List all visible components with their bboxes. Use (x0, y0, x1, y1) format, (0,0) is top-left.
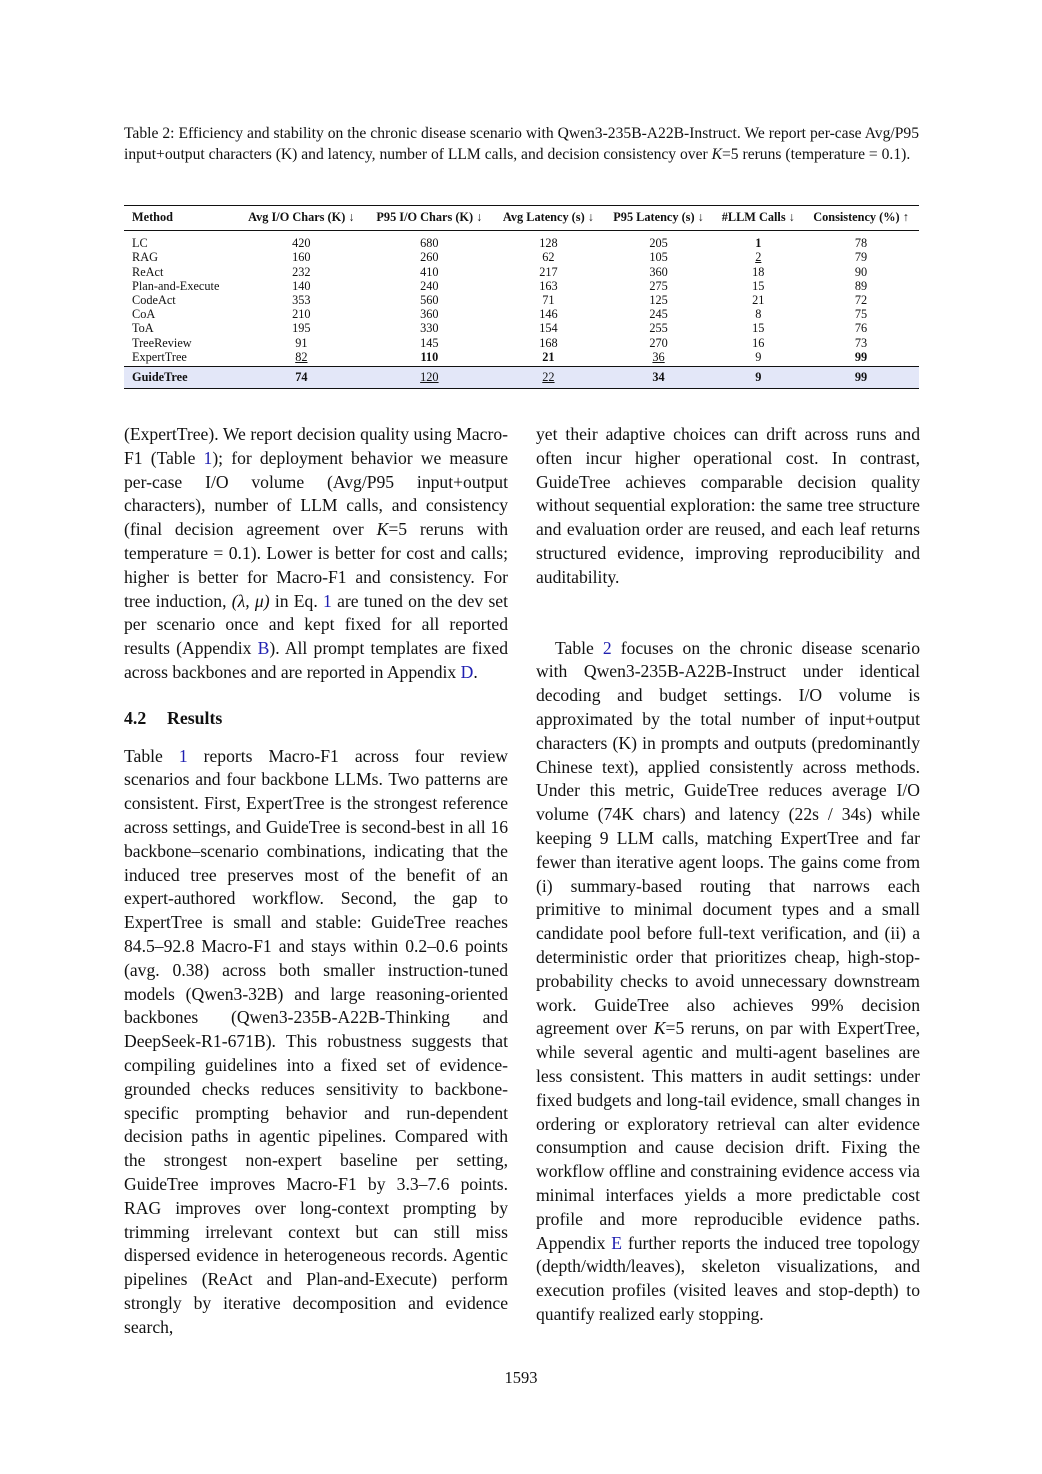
text-run: =5 reruns with temperature = 0.1). Lower is better for cost and calls; higher is better for Macro-F1 and consistency. For tree induction, (124, 519, 508, 611)
text-run: . (473, 661, 478, 682)
cell: 78 (854, 236, 868, 251)
paragraph-setup (124, 423, 508, 685)
cell-method: ToA (132, 321, 154, 336)
underlined-value: 2 (755, 250, 762, 265)
cell: 105 (649, 250, 668, 265)
cell: 71 (542, 293, 555, 308)
cell-method: CoA (132, 307, 156, 322)
cell: 680 (420, 236, 439, 251)
cell-method: Plan-and-Execute (132, 278, 220, 293)
table-row (124, 250, 919, 264)
cell: 353 (292, 293, 311, 308)
cell-best: 110 (420, 349, 439, 364)
cell: 72 (854, 293, 868, 308)
cell: 168 (539, 335, 558, 350)
table-row-guidetree (124, 367, 919, 389)
cell-second (493, 367, 603, 389)
cell: 195 (292, 321, 311, 336)
cell-second (713, 250, 803, 264)
paragraph-continued: yet their adaptive choices can drift across runs and often incur higher operational cost. In contrast, GuideTree achieves comparable decision quality without sequential exploration: the same tree structure and evaluation order are reused, and each leaf returns structured evidence, improving reproducibility and auditability. (536, 424, 920, 587)
cell-method: LC (132, 236, 148, 251)
cell: 360 (649, 264, 668, 279)
cell: 240 (420, 278, 439, 293)
cell: 128 (539, 236, 558, 251)
table-row (124, 321, 919, 335)
table-ref-link[interactable]: 2 (602, 637, 612, 658)
cell-best: 34 (652, 370, 665, 385)
cell: 163 (539, 278, 558, 293)
efficiency-table (124, 205, 919, 389)
table-caption (124, 123, 919, 165)
table-ref-link[interactable]: 1 (178, 745, 188, 766)
underlined-value: 82 (295, 349, 308, 364)
math-k: K (376, 519, 389, 540)
section-number: 4.2 (124, 707, 147, 728)
cell: 270 (649, 335, 668, 350)
cell: 154 (539, 321, 558, 336)
cell: 217 (539, 264, 558, 279)
header-avg-io: Avg I/O Chars (K) ↓ (248, 210, 355, 224)
caption-temperature: 0.1 (881, 146, 902, 163)
cell: 9 (755, 349, 762, 364)
table-row (124, 307, 919, 321)
cell: 330 (420, 321, 439, 336)
left-column (124, 423, 508, 1339)
math-lambda-mu: (λ, μ) (231, 590, 270, 611)
header-method: Method (132, 210, 173, 224)
cell-best: 21 (542, 349, 555, 364)
appendix-ref-link[interactable]: B (257, 638, 270, 659)
text-run: ). All prompt templates are fixed across backbones and are reported in Appendix (124, 638, 508, 682)
cell: 15 (752, 321, 765, 336)
text-run: Table (555, 637, 603, 658)
caption-text: Table 2: Efficiency and stability on the chronic disease scenario with Qwen3-235B-A22B-Instruct. We report per-case Avg/P95 input+output characters (K) and latency, number of LLM calls, and decision consistency over (124, 125, 919, 163)
text-run: (ExpertTree). We report decision quality using Macro-F1 (Table (124, 424, 508, 468)
cell-best: 99 (854, 349, 868, 364)
text-run: ); for deployment behavior we measure per-case I/O volume (Avg/P95 input+output characters), number of LLM calls, and consistency (final decision agreement over (124, 447, 508, 540)
cell: 91 (295, 335, 308, 350)
appendix-ref-link[interactable]: D (460, 661, 474, 682)
cell: 232 (292, 264, 311, 279)
cell: 75 (854, 307, 868, 322)
cell: 79 (854, 250, 868, 265)
table-row (124, 265, 919, 279)
cell-method: TreeReview (132, 335, 192, 350)
section-title: Results (167, 707, 223, 728)
table-row (124, 231, 919, 251)
caption-k: K (711, 146, 723, 163)
cell: 9 (755, 370, 762, 385)
table-row (124, 350, 919, 367)
cell: 210 (292, 307, 311, 322)
cell: 560 (420, 293, 439, 308)
cell: 360 (420, 307, 439, 322)
underlined-value: 36 (652, 349, 665, 364)
paragraph-results (124, 745, 508, 1340)
cell: 89 (854, 278, 868, 293)
header-llm-calls: #LLM Calls ↓ (721, 210, 795, 224)
underlined-value: 22 (542, 370, 555, 385)
cell-best: 99 (854, 370, 868, 385)
cell: 62 (542, 250, 555, 265)
underlined-value: 120 (420, 370, 439, 385)
cell-method: RAG (132, 250, 158, 265)
cell: 420 (292, 236, 311, 251)
cell-second (237, 350, 365, 367)
text-run: further reports the induced tree topology (depth/width/leaves), skeleton visualizations, and execution profiles (visited leaves and stop-depth) to quantify realized early stopping. (536, 1232, 920, 1324)
cell: 18 (752, 264, 765, 279)
text-run: Table (124, 745, 179, 766)
table-row (124, 279, 919, 293)
cell: 145 (420, 335, 439, 350)
cell: 146 (539, 307, 558, 322)
cell: 255 (649, 321, 668, 336)
cell-method: ExpertTree (132, 349, 187, 364)
cell: 15 (752, 278, 765, 293)
cell: 410 (420, 264, 439, 279)
text-run: in Eq. (269, 590, 324, 611)
paragraph-efficiency (536, 637, 920, 1327)
cell-second (604, 350, 714, 367)
text-run: =5 reruns, on par with ExpertTree, while several agentic and multi-agent baselines are less consistent. This matters in audit settings: under fixed budgets and long-tail evidence, small changes in ordering or exploratory retrieval can alter evidence consumption and cause decision drift. Fixing the workflow offline and constraining evidence access via minimal interfaces yields a more predictable cost profile and more reproducible evidence paths. Appendix (536, 1018, 920, 1253)
header-avg-latency: Avg Latency (s) ↓ (502, 210, 594, 224)
math-k: K (653, 1018, 666, 1039)
table-row (124, 293, 919, 307)
cell: 21 (752, 293, 765, 308)
cell: 205 (649, 236, 668, 251)
section-heading (124, 707, 508, 731)
cell: 76 (854, 321, 868, 336)
caption-text-mid: =5 reruns (temperature = (722, 146, 882, 163)
cell-best: 1 (755, 236, 762, 251)
table-row (124, 336, 919, 350)
cell-second (365, 367, 493, 389)
table-ref-link[interactable]: 1 (203, 447, 213, 468)
cell: 16 (752, 335, 765, 350)
cell-method: ReAct (132, 264, 164, 279)
equation-ref-link[interactable]: 1 (323, 590, 332, 611)
header-p95-latency: P95 Latency (s) ↓ (613, 210, 704, 224)
text-run: reports Macro-F1 across four review scenarios and four backbone LLMs. Two patterns are consistent. First, ExpertTree is the strongest reference across settings, and GuideTree is second-best in all 16 backbone–scenario combinations, indicating that the induced tree preserves most of the benefit of an expert-authored workflow. Second, the gap to ExpertTree is small and stable: GuideTree reaches 84.5–92.8 Macro-F1 and stays within 0.2–0.6 points (avg. 0.38) across both smaller instruction-tuned models (Qwen3-32B) and large reasoning-oriented backbones (Qwen3-235B-A22B-Thinking and DeepSeek-R1-671B). This robustness suggests that compiling guidelines into a fixed set of evidence-grounded checks reduces sensitivity to backbone-specific prompting behavior and run-dependent decision paths in agentic pipelines. Compared with the strongest non-expert baseline per setting, GuideTree improves Macro-F1 by 3.3–7.6 points. RAG improves over long-context prompting by trimming irrelevant context but can still miss dispersed evidence in heterogeneous records. Agentic pipelines (ReAct and Plan-and-Execute) perform strongly by iterative decomposition and evidence search, (124, 745, 508, 1337)
caption-text-end: ). (901, 146, 911, 163)
cell-best: 74 (295, 370, 308, 385)
text-run: focuses on the chronic disease scenario with Qwen3-235B-A22B-Instruct under identical decoding and budget settings. I/O volume is approximated by the total number of input+output characters (K) in prompts and outputs (predominantly Chinese text), applied consistently across methods. Under this metric, GuideTree reduces average I/O volume (74K chars) and latency (22s / 34s) while keeping 9 LLM calls, matching ExpertTree and far fewer than iterative agent loops. The gains come from (i) summary-based routing that narrows each primitive to minimal document types and a small candidate pool before full-text verification, and (ii) a deterministic order that prioritizes cheap, high-stop-probability checks to avoid unnecessary downstream work. GuideTree also achieves 99% decision agreement over (536, 637, 920, 1039)
cell: 125 (649, 293, 668, 308)
page-number: 1593 (504, 1368, 538, 1387)
cell-method: GuideTree (132, 370, 188, 385)
cell: 140 (292, 278, 311, 293)
cell: 245 (649, 307, 668, 322)
cell: 73 (854, 335, 868, 350)
right-column (536, 423, 920, 1327)
cell: 260 (420, 250, 439, 265)
header-consistency: Consistency (%) ↑ (813, 210, 909, 224)
cell: 90 (854, 264, 868, 279)
table-header-row (124, 206, 919, 231)
header-p95-io: P95 I/O Chars (K) ↓ (376, 210, 483, 224)
appendix-ref-link[interactable]: E (611, 1232, 622, 1253)
cell-method: CodeAct (132, 293, 176, 308)
cell: 8 (755, 307, 762, 322)
cell: 160 (292, 250, 311, 265)
text-run: are tuned on the dev set per scenario once and kept fixed for all reported results (Appendix (124, 590, 508, 659)
cell: 275 (649, 278, 668, 293)
